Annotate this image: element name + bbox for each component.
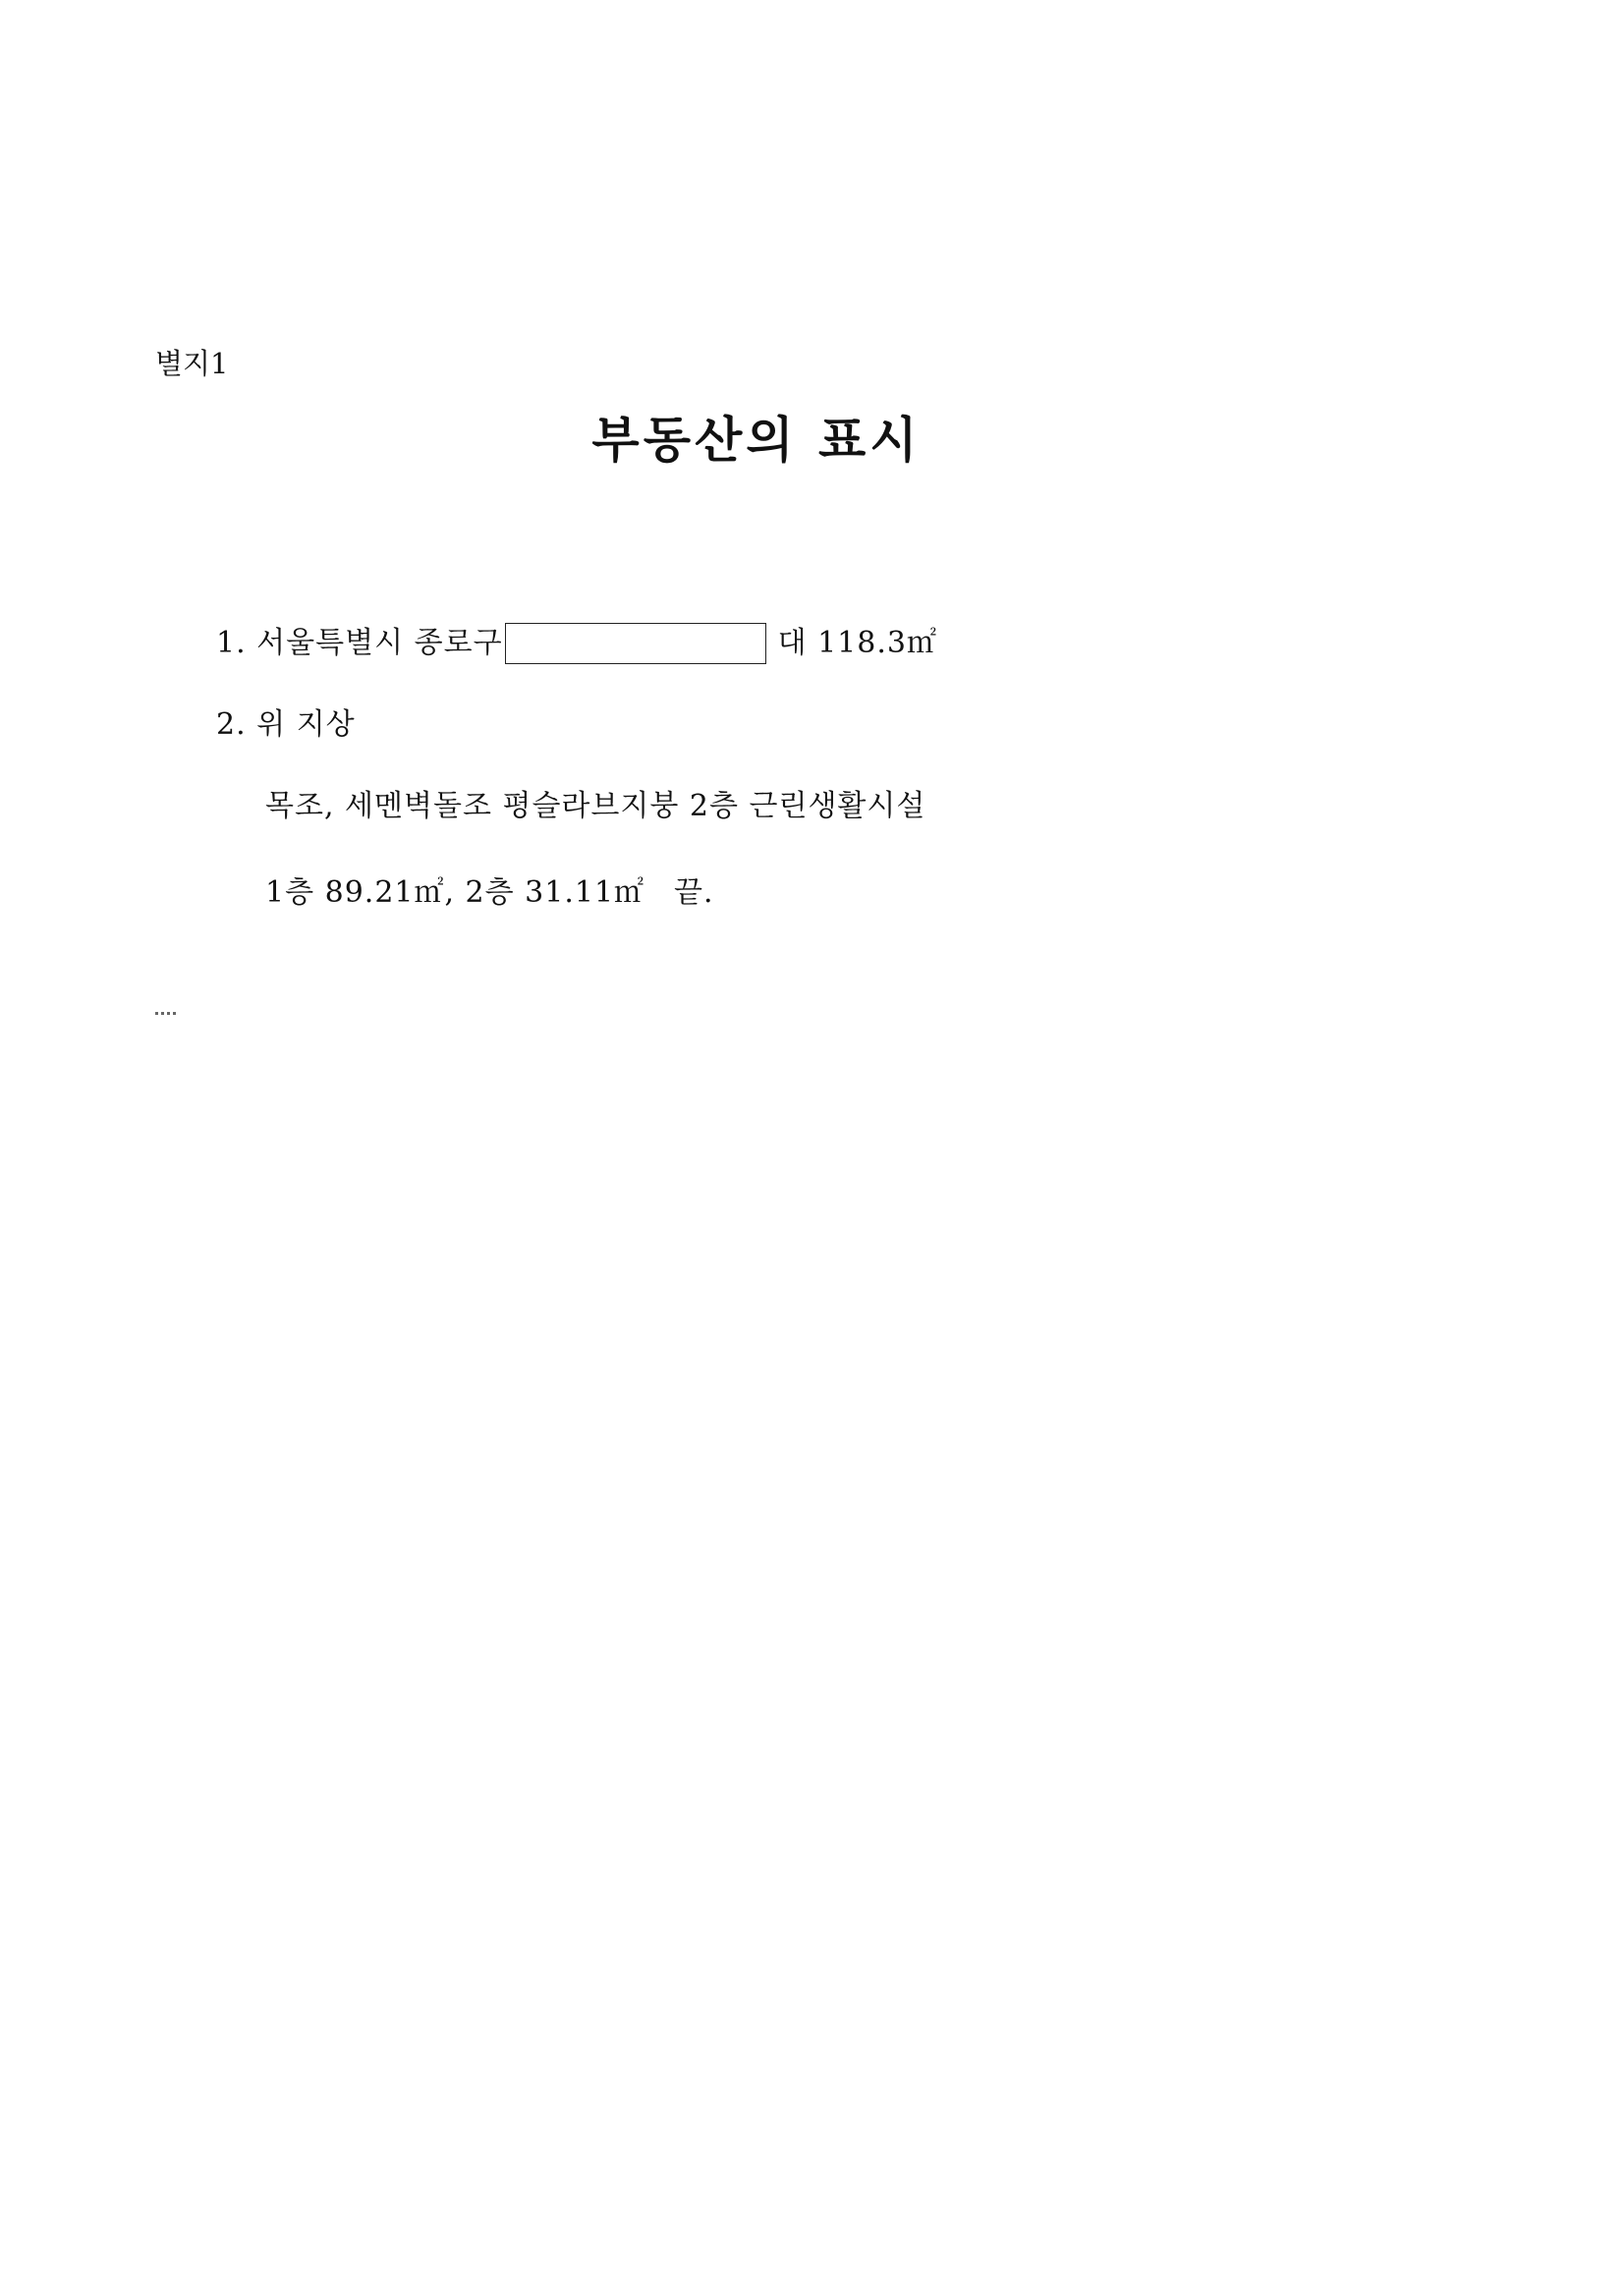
item-1-land-area: 대 118.3㎡ <box>777 626 937 660</box>
item-2-heading: 위 지상 <box>256 707 356 742</box>
end-mark: 끝. <box>674 875 714 910</box>
attachment-label: 별지1 <box>155 347 229 380</box>
floor-areas-line <box>265 874 714 912</box>
item-1-address: 서울특별시 종로구 <box>256 626 503 660</box>
building-structure: 목조, 세멘벽돌조 평슬라브지붕 2층 근린생활시설 <box>265 789 926 823</box>
document-title: 부동산의 표시 <box>591 412 922 469</box>
item-2-number: 2. <box>216 707 247 742</box>
item-1-number: 1. <box>216 626 247 660</box>
scan-artifact <box>155 1012 177 1015</box>
redaction-box <box>505 623 766 664</box>
property-item-2 <box>216 706 356 744</box>
floor-areas: 1층 89.21㎡, 2층 31.11㎡ <box>265 875 645 910</box>
property-item-1 <box>216 623 937 664</box>
